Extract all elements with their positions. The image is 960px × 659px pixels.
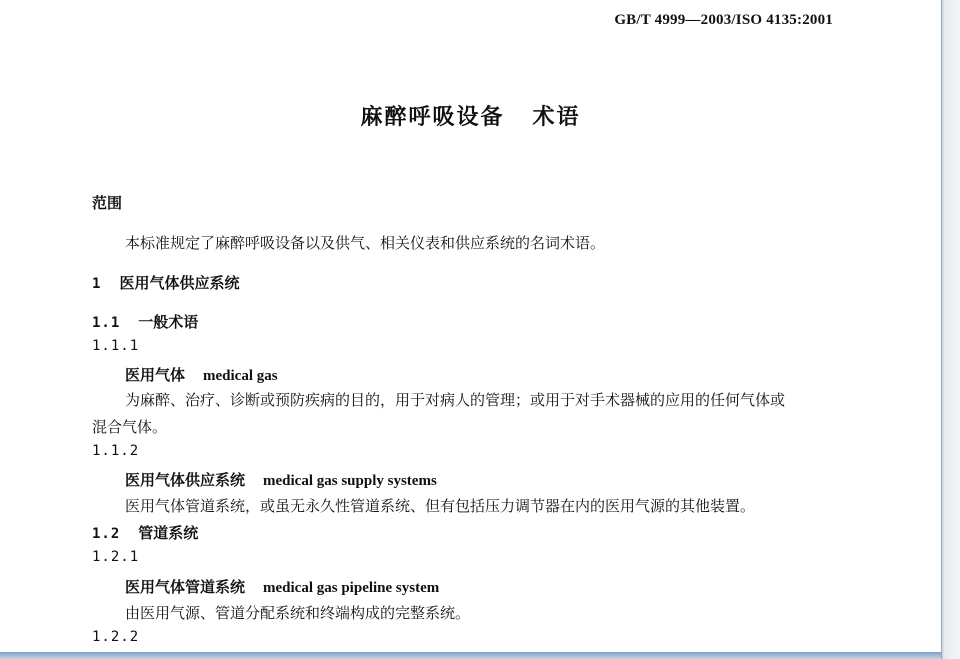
section-1-heading [92, 272, 239, 293]
document-title [0, 100, 941, 131]
title-main: 麻醉呼吸设备 [360, 104, 505, 130]
term-1-1-2-heading [125, 469, 437, 490]
section-title: 一般术语 [138, 313, 199, 331]
term-1-2-1-number: 1.2.1 [92, 549, 140, 565]
section-1-1-heading [92, 311, 198, 332]
section-title: 管道系统 [138, 524, 199, 542]
term-1-1-1-definition-line2: 混合气体。 [92, 418, 168, 436]
term-english: medical gas [203, 368, 278, 384]
term-1-2-2-number: 1.2.2 [92, 629, 140, 645]
term-chinese: 医用气体 [125, 366, 186, 384]
scope-text: 本标准规定了麻醉呼吸设备以及供气、相关仪表和供应系统的名词术语。 [125, 234, 606, 252]
section-number: 1.2 [92, 526, 121, 542]
term-1-1-1-number: 1.1.1 [92, 338, 140, 354]
scope-heading: 范围 [92, 194, 123, 212]
section-number: 1 [92, 276, 102, 292]
standard-code-header: GB/T 4999—2003/ISO 4135:2001 [614, 12, 833, 28]
term-chinese: 医用气体供应系统 [125, 471, 246, 489]
term-english: medical gas supply systems [263, 473, 437, 489]
term-1-1-1-definition-line1: 为麻醉、治疗、诊断或预防疾病的目的，用于对病人的管理；或用于对手术器械的应用的任何气体或 [125, 391, 786, 409]
bottom-window-edge [0, 652, 941, 659]
term-english: medical gas pipeline system [263, 580, 440, 596]
section-1-2-heading [92, 522, 198, 543]
term-1-1-2-number: 1.1.2 [92, 443, 140, 459]
term-1-1-2-definition: 医用气体管道系统，或虽无永久性管道系统、但有包括压力调节器在内的医用气源的其他装置。 [125, 497, 756, 515]
title-sub: 术语 [532, 104, 581, 130]
term-1-1-1-heading [125, 364, 278, 385]
term-1-2-1-heading [125, 576, 439, 597]
section-number: 1.1 [92, 315, 121, 331]
section-title: 医用气体供应系统 [119, 274, 240, 292]
term-chinese: 医用气体管道系统 [125, 578, 246, 596]
vertical-scrollbar[interactable] [941, 0, 960, 659]
term-1-2-1-definition: 由医用气源、管道分配系统和终端构成的完整系统。 [125, 604, 471, 622]
